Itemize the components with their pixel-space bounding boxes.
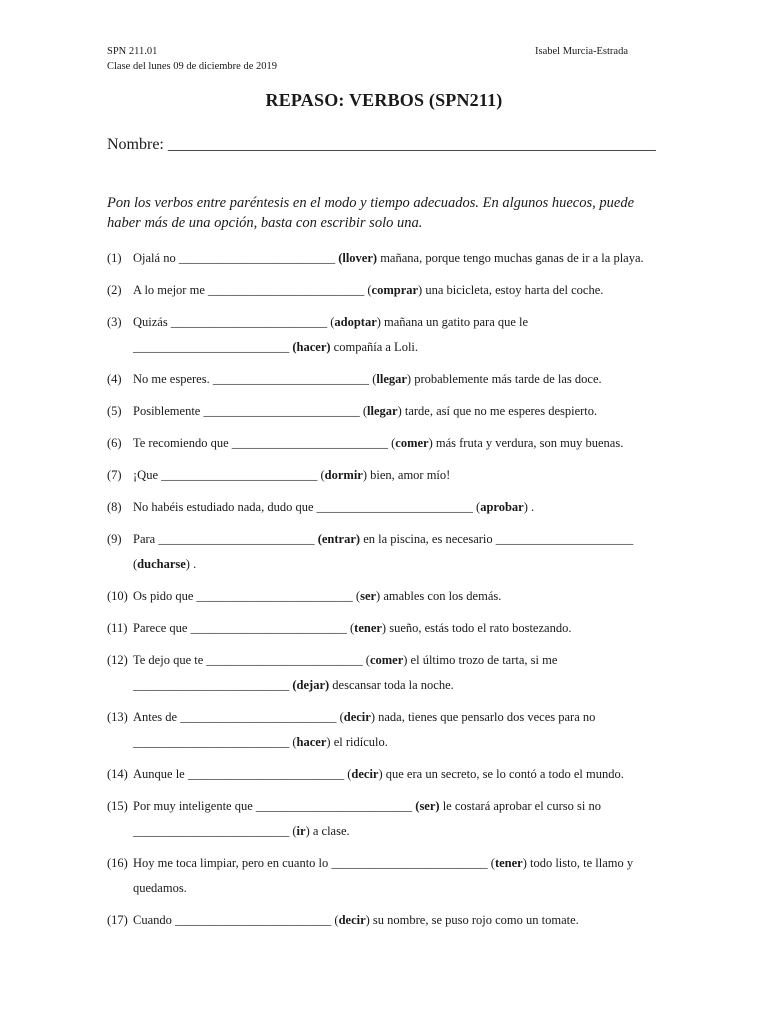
exercise-line — [133, 463, 707, 488]
exercise-text: ) probablemente más tarde de las doce. — [406, 372, 602, 386]
verb-hint: hacer — [296, 735, 327, 749]
exercise-text: _________________________ ( — [133, 824, 297, 838]
exercise-text: Cuando _________________________ ( — [133, 913, 339, 927]
exercise-text: ) tarde, así que no me esperes despierto. — [397, 404, 598, 418]
page-title: REPASO: VERBOS (SPN211) — [265, 90, 503, 110]
exercise-item — [107, 705, 707, 755]
exercise-line — [133, 367, 707, 392]
exercise-line — [133, 584, 707, 609]
exercise-text: ) bien, amor mío! — [362, 468, 451, 482]
verb-hint: comprar — [371, 283, 419, 297]
exercise-line — [133, 431, 707, 456]
exercise-text: Te dejo que te _________________________ ( — [133, 653, 370, 667]
verb-hint: (llover) — [338, 251, 378, 265]
exercise-line — [133, 335, 707, 360]
verb-hint: decir — [343, 710, 371, 724]
exercise-text: Posiblemente _________________________ ( — [133, 404, 368, 418]
exercise-item — [107, 310, 707, 360]
header-left — [107, 44, 277, 74]
exercise-text: No habéis estudiado nada, dudo que _________________________ ( — [133, 500, 481, 514]
exercise-text: ) más fruta y verdura, son muy buenas. — [428, 436, 624, 450]
exercise-text: Te recomiendo que _________________________ ( — [133, 436, 396, 450]
exercise-line — [133, 552, 707, 577]
exercise-line — [133, 527, 707, 552]
verb-hint: decir — [351, 767, 379, 781]
exercise-text: ) el ridículo. — [326, 735, 388, 749]
instructions: Pon los verbos entre paréntesis en el modo y tiempo adecuados. En algunos huecos, puede haber más de una opción, basta con escribir solo una. — [107, 195, 634, 231]
exercise-text: No me esperes. _________________________ ( — [133, 372, 377, 386]
exercise-item — [107, 367, 707, 392]
verb-hint: llegar — [367, 404, 398, 418]
exercise-number: (12) — [107, 653, 128, 667]
exercise-text: Por muy inteligente que _________________________ — [133, 799, 416, 813]
name-field: Nombre: _____________________________________________________________ — [107, 136, 656, 153]
verb-hint: (entrar) — [317, 532, 361, 546]
verb-hint: (dejar) — [292, 678, 330, 692]
exercise-number: (15) — [107, 799, 128, 813]
exercise-number: (14) — [107, 767, 128, 781]
exercise-text: ) amables con los demás. — [376, 589, 502, 603]
exercise-text: compañía a Loli. — [330, 340, 419, 354]
exercise-line — [133, 310, 707, 335]
verb-hint: ir — [296, 824, 306, 838]
exercise-number: (17) — [107, 913, 128, 927]
exercise-line — [133, 673, 707, 698]
exercise-text: ) nada, tienes que pensarlo dos veces para no — [370, 710, 596, 724]
exercise-item — [107, 431, 707, 456]
exercise-text: ) todo listo, te llamo y — [522, 856, 634, 870]
exercise-number: (4) — [107, 372, 122, 386]
exercise-item — [107, 495, 707, 520]
exercise-item — [107, 648, 707, 698]
exercise-text: Hoy me toca limpiar, pero en cuanto lo _________________________ ( — [133, 856, 495, 870]
exercise-line — [133, 705, 707, 730]
exercise-text: Antes de _________________________ ( — [133, 710, 344, 724]
exercise-line — [133, 648, 707, 673]
exercise-item — [107, 463, 707, 488]
exercise-line — [133, 278, 707, 303]
exercise-text: quedamos. — [133, 881, 187, 895]
exercise-item — [107, 246, 707, 271]
exercise-number: (5) — [107, 404, 122, 418]
verb-hint: llegar — [376, 372, 407, 386]
exercise-item — [107, 527, 707, 577]
exercise-item — [107, 794, 707, 844]
verb-hint: (ser) — [415, 799, 440, 813]
exercise-item — [107, 584, 707, 609]
exercise-line — [133, 908, 707, 933]
verb-hint: aprobar — [480, 500, 524, 514]
verb-hint: tener — [354, 621, 382, 635]
exercise-text: ) mañana un gatito para que le — [376, 315, 529, 329]
exercise-text: Parece que _________________________ ( — [133, 621, 355, 635]
verb-hint: comer — [395, 436, 429, 450]
exercise-item — [107, 851, 707, 901]
verb-hint: decir — [338, 913, 366, 927]
verb-hint: (hacer) — [292, 340, 331, 354]
exercise-text: ) el último trozo de tarta, si me — [403, 653, 558, 667]
verb-hint: tener — [494, 856, 523, 870]
exercise-line — [133, 616, 707, 641]
exercise-item — [107, 399, 707, 424]
exercise-text: Quizás _________________________ ( — [133, 315, 335, 329]
exercise-line — [133, 876, 707, 901]
exercise-number: (9) — [107, 532, 122, 546]
exercise-line — [133, 399, 707, 424]
exercise-text: ) que era un secreto, se lo contó a todo el mundo. — [378, 767, 624, 781]
exercise-text: descansar toda la noche. — [329, 678, 454, 692]
exercise-item — [107, 908, 707, 933]
exercise-text: ) su nombre, se puso rojo como un tomate. — [365, 913, 579, 927]
exercise-line — [133, 851, 707, 876]
exercise-item — [107, 278, 707, 303]
exercise-number: (3) — [107, 315, 122, 329]
exercise-line — [133, 730, 707, 755]
exercise-text: ) . — [185, 557, 197, 571]
exercise-text: Para _________________________ — [133, 532, 318, 546]
exercise-number: (2) — [107, 283, 122, 297]
exercise-line — [133, 495, 707, 520]
exercise-text: Os pido que _________________________ ( — [133, 589, 361, 603]
verb-hint: ser — [360, 589, 377, 603]
exercise-number: (10) — [107, 589, 128, 603]
exercise-number: (1) — [107, 251, 122, 265]
exercise-number: (13) — [107, 710, 128, 724]
exercise-line — [133, 794, 707, 819]
verb-hint: adoptar — [334, 315, 377, 329]
exercise-text: mañana, porque tengo muchas ganas de ir a la playa. — [377, 251, 644, 265]
exercise-text: A lo mejor me _________________________ ( — [133, 283, 372, 297]
exercise-line — [133, 762, 707, 787]
exercise-text: _________________________ ( — [133, 735, 297, 749]
exercise-text: ) a clase. — [305, 824, 350, 838]
exercise-number: (7) — [107, 468, 122, 482]
exercise-line — [133, 246, 707, 271]
exercise-number: (11) — [107, 621, 128, 635]
exercise-text: ) sueño, estás todo el rato bostezando. — [381, 621, 572, 635]
exercise-text: en la piscina, es necesario ______________________ — [360, 532, 634, 546]
exercise-text: ) una bicicleta, estoy harta del coche. — [418, 283, 604, 297]
exercise-number: (6) — [107, 436, 122, 450]
class-date: Clase del lunes 09 de diciembre de 2019 — [107, 61, 277, 72]
verb-hint: ducharse — [137, 557, 186, 571]
exercise-text: ) . — [523, 500, 535, 514]
exercise-number: (16) — [107, 856, 128, 870]
exercise-number: (8) — [107, 500, 122, 514]
verb-hint: dormir — [324, 468, 363, 482]
verb-hint: comer — [369, 653, 404, 667]
exercise-text: le costará aprobar el curso si no — [439, 799, 601, 813]
exercise-text: _________________________ — [133, 678, 293, 692]
exercise-text: ( — [133, 557, 138, 571]
course-code: SPN 211.01 — [107, 46, 158, 57]
header-author: Isabel Murcia-Estrada — [535, 46, 628, 57]
exercise-item — [107, 762, 707, 787]
exercise-text: Aunque le _________________________ ( — [133, 767, 352, 781]
exercise-text: Ojalá no _________________________ — [133, 251, 339, 265]
exercise-item — [107, 616, 707, 641]
exercise-text: ¡Que _________________________ ( — [133, 468, 325, 482]
exercise-line — [133, 819, 707, 844]
exercise-text: _________________________ — [133, 340, 293, 354]
exercise-list — [107, 246, 707, 940]
